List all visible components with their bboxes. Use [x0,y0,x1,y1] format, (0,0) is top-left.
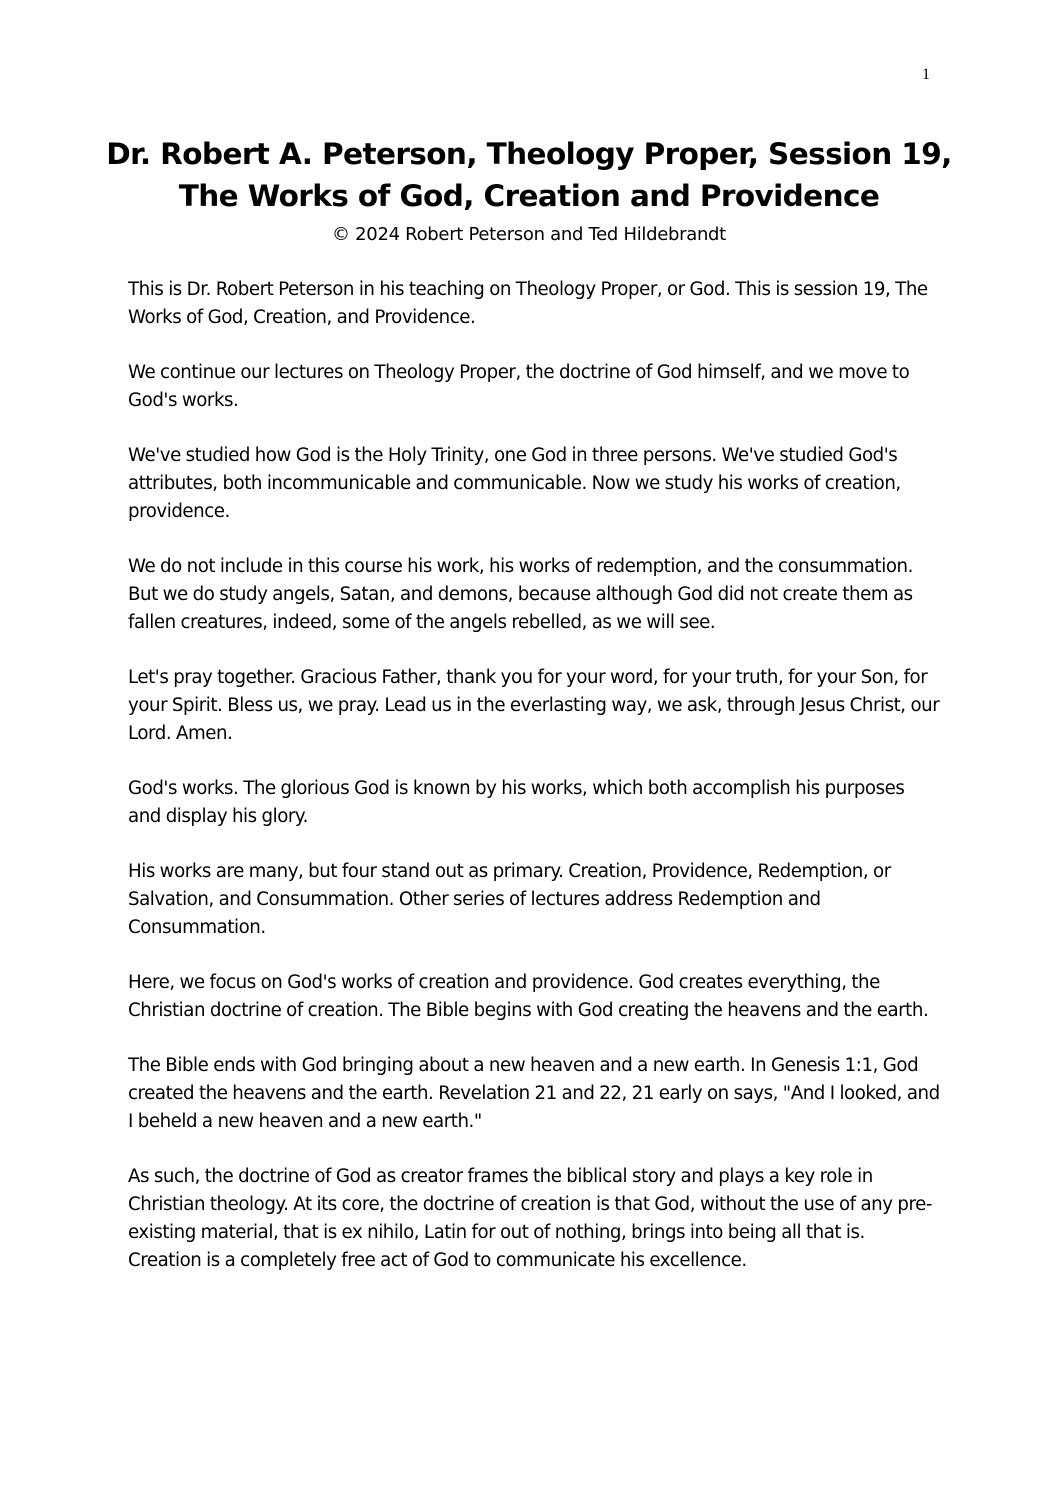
paragraph: God's works. The glorious God is known by his works, which both accomplish his purposes and display his glory. [128,778,905,827]
paragraph: His works are many, but four stand out as primary. Creation, Providence, Redemption, or Salvation, and Consummation. Other series of lectures address Redemption and Consummation. [128,861,891,938]
document-title: Dr. Robert A. Peterson, Theology Proper, Session 19, The Works of God, Creation and Providence [106,137,952,213]
paragraph: We've studied how God is the Holy Trinity, one God in three persons. We've studied God's attributes, both incommunicable and communicable. Now we study his works of creation, providence. [128,445,901,522]
copyright-line: © 2024 Robert Peterson and Ted Hildebrandt [332,224,726,245]
paragraph: We continue our lectures on Theology Proper, the doctrine of God himself, and we move to God's works. [128,362,910,411]
document-body [128,276,940,1302]
paragraph: This is Dr. Robert Peterson in his teaching on Theology Proper, or God. This is session 19, The Works of God, Creation, and Providence. [128,279,928,328]
paragraph: Here, we focus on God's works of creation and providence. God creates everything, the Christian doctrine of creation. The Bible begins with God creating the heavens and the earth. [128,972,929,1021]
paragraph: As such, the doctrine of God as creator frames the biblical story and plays a key role in Christian theology. At its core, the doctrine of creation is that God, without the use of any pre-existing material, that is ex nihilo, Latin for out of nothing, brings into being all that is. Creation is a completely free act of God to communicate his excellence. [128,1166,932,1271]
paragraph: The Bible ends with God bringing about a new heaven and a new earth. In Genesis 1:1, God created the heavens and the earth. Revelation 21 and 22, 21 early on says, "And I looked, and I beheld a new heaven and a new earth." [128,1055,940,1132]
page-number: 1 [922,66,930,83]
paragraph: Let's pray together. Gracious Father, thank you for your word, for your truth, for your Son, for your Spirit. Bless us, we pray. Lead us in the everlasting way, we ask, through Jesus Christ, our Lord. Amen. [128,667,940,744]
paragraph: We do not include in this course his work, his works of redemption, and the consummation. But we do study angels, Satan, and demons, because although God did not create them as fallen creatures, indeed, some of the angels rebelled, as we will see. [128,556,913,633]
